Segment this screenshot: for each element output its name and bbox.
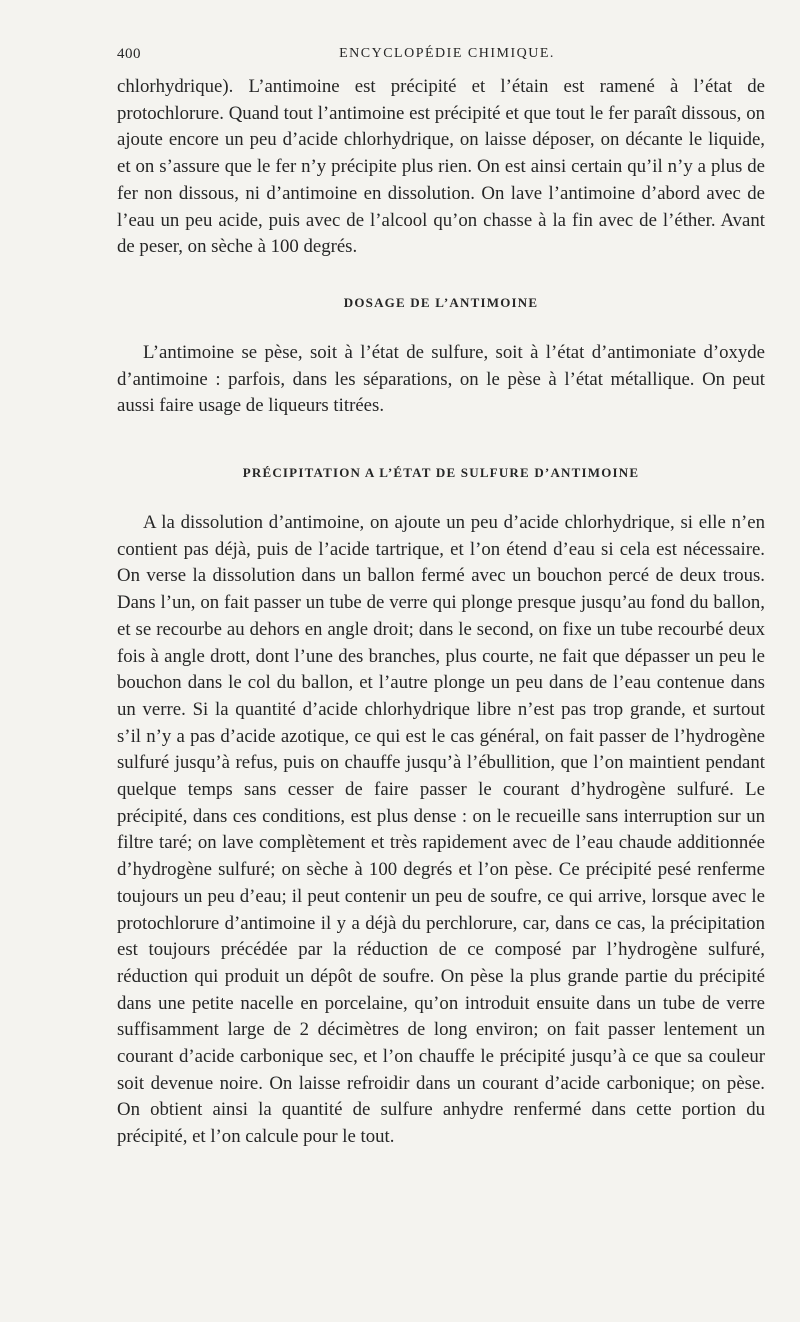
- page-number: 400: [117, 46, 141, 62]
- paragraph-dosage: L’antimoine se pèse, soit à l’état de sulfure, soit à l’état d’antimoniate d’oxyde d’antimoine : parfois, dans les séparations, on le pèse à l’état métallique. On peut aussi faire usage de liqueurs titrées.: [117, 342, 765, 417]
- running-header: [117, 46, 777, 68]
- running-title: ENCYCLOPÉDIE CHIMIQUE.: [339, 46, 555, 61]
- heading-precipitation: PRÉCIPITATION A L’ÉTAT DE SULFURE D’ANTIMOINE: [242, 465, 640, 480]
- paragraph-intro: chlorhydrique). L’antimoine est précipité et l’étain est ramené à l’état de protochlorure. Quand tout l’antimoine est précipité et que tout le fer paraît dissous, on ajoute encore un peu d’acide chlorhydrique, on laisse déposer, on décante le liquide, et on s’assure que le fer n’y précipite plus rien. On est ainsi certain qu’il n’y a plus de fer non dissous, ni d’antimoine en dissolution. On lave l’antimoine d’abord avec de l’eau un peu acide, puis avec de l’alcool qu’on chasse à la fin avec de l’éther. Avant de peser, on sèche à 100 degrés.: [117, 76, 765, 258]
- paragraph-precipitation: A la dissolution d’antimoine, on ajoute un peu d’acide chlorhydrique, si elle n’en contient pas déjà, puis de l’acide tartrique, et l’on étend d’eau si cela est nécessaire. On verse la dissolution dans un ballon fermé avec un bouchon percé de deux trous. Dans l’un, on fait passer un tube de verre qui plonge presque jusqu’au fond du ballon, et se recourbe au dehors en angle droit; dans le second, on fixe un tube recourbé deux fois à angle drott, dont l’une des branches, plus courte, ne fait que dépasser un peu le bouchon dans le col du ballon, et l’autre plonge un peu dans de l’eau contenue dans un verre. Si la quantité d’acide chlorhydrique libre n’est pas trop grande, et surtout s’il n’y a pas d’acide azotique, ce qui est le cas général, on fait passer de l’hydrogène sulfuré jusqu’à refus, puis on chauffe jusqu’à l’ébullition, que l’on maintient pendant quelque temps sans cesser de faire passer le courant d’hydrogène sulfuré. Le précipité, dans ces conditions, est plus dense : on le recueille sans interruption sur un filtre taré; on lave complètement et très rapidement avec de l’eau chaude additionnée d’hydrogène sulfuré; on sèche à 100 degrés et l’on pèse. Ce précipité pesé renferme toujours un peu d’eau; il peut contenir un peu de soufre, ce qui arrive, lorsque avec le protochlorure d’antimoine il y a déjà du perchlorure, car, dans ce cas, la précipitation est toujours précédée par la réduction de ce composé par l’hydrogène sulfuré, réduction qui produit un dépôt de soufre. On pèse la plus grande partie du précipité dans une petite nacelle en porcelaine, qu’on introduit ensuite dans un tube de verre suffisamment large de 2 décimètres de long environ; on fait passer lentement un courant d’acide carbonique sec, et l’on chauffe le précipité jusqu’à ce que sa couleur soit devenue noire. On laisse refroidir dans un courant d’acide carbonique; on pèse. On obtient ainsi la quantité de sulfure anhydre renfermé dans cette portion du précipité, et l’on calcule pour le tout.: [117, 512, 765, 1148]
- heading-dosage: DOSAGE DE L’ANTIMOINE: [343, 295, 539, 310]
